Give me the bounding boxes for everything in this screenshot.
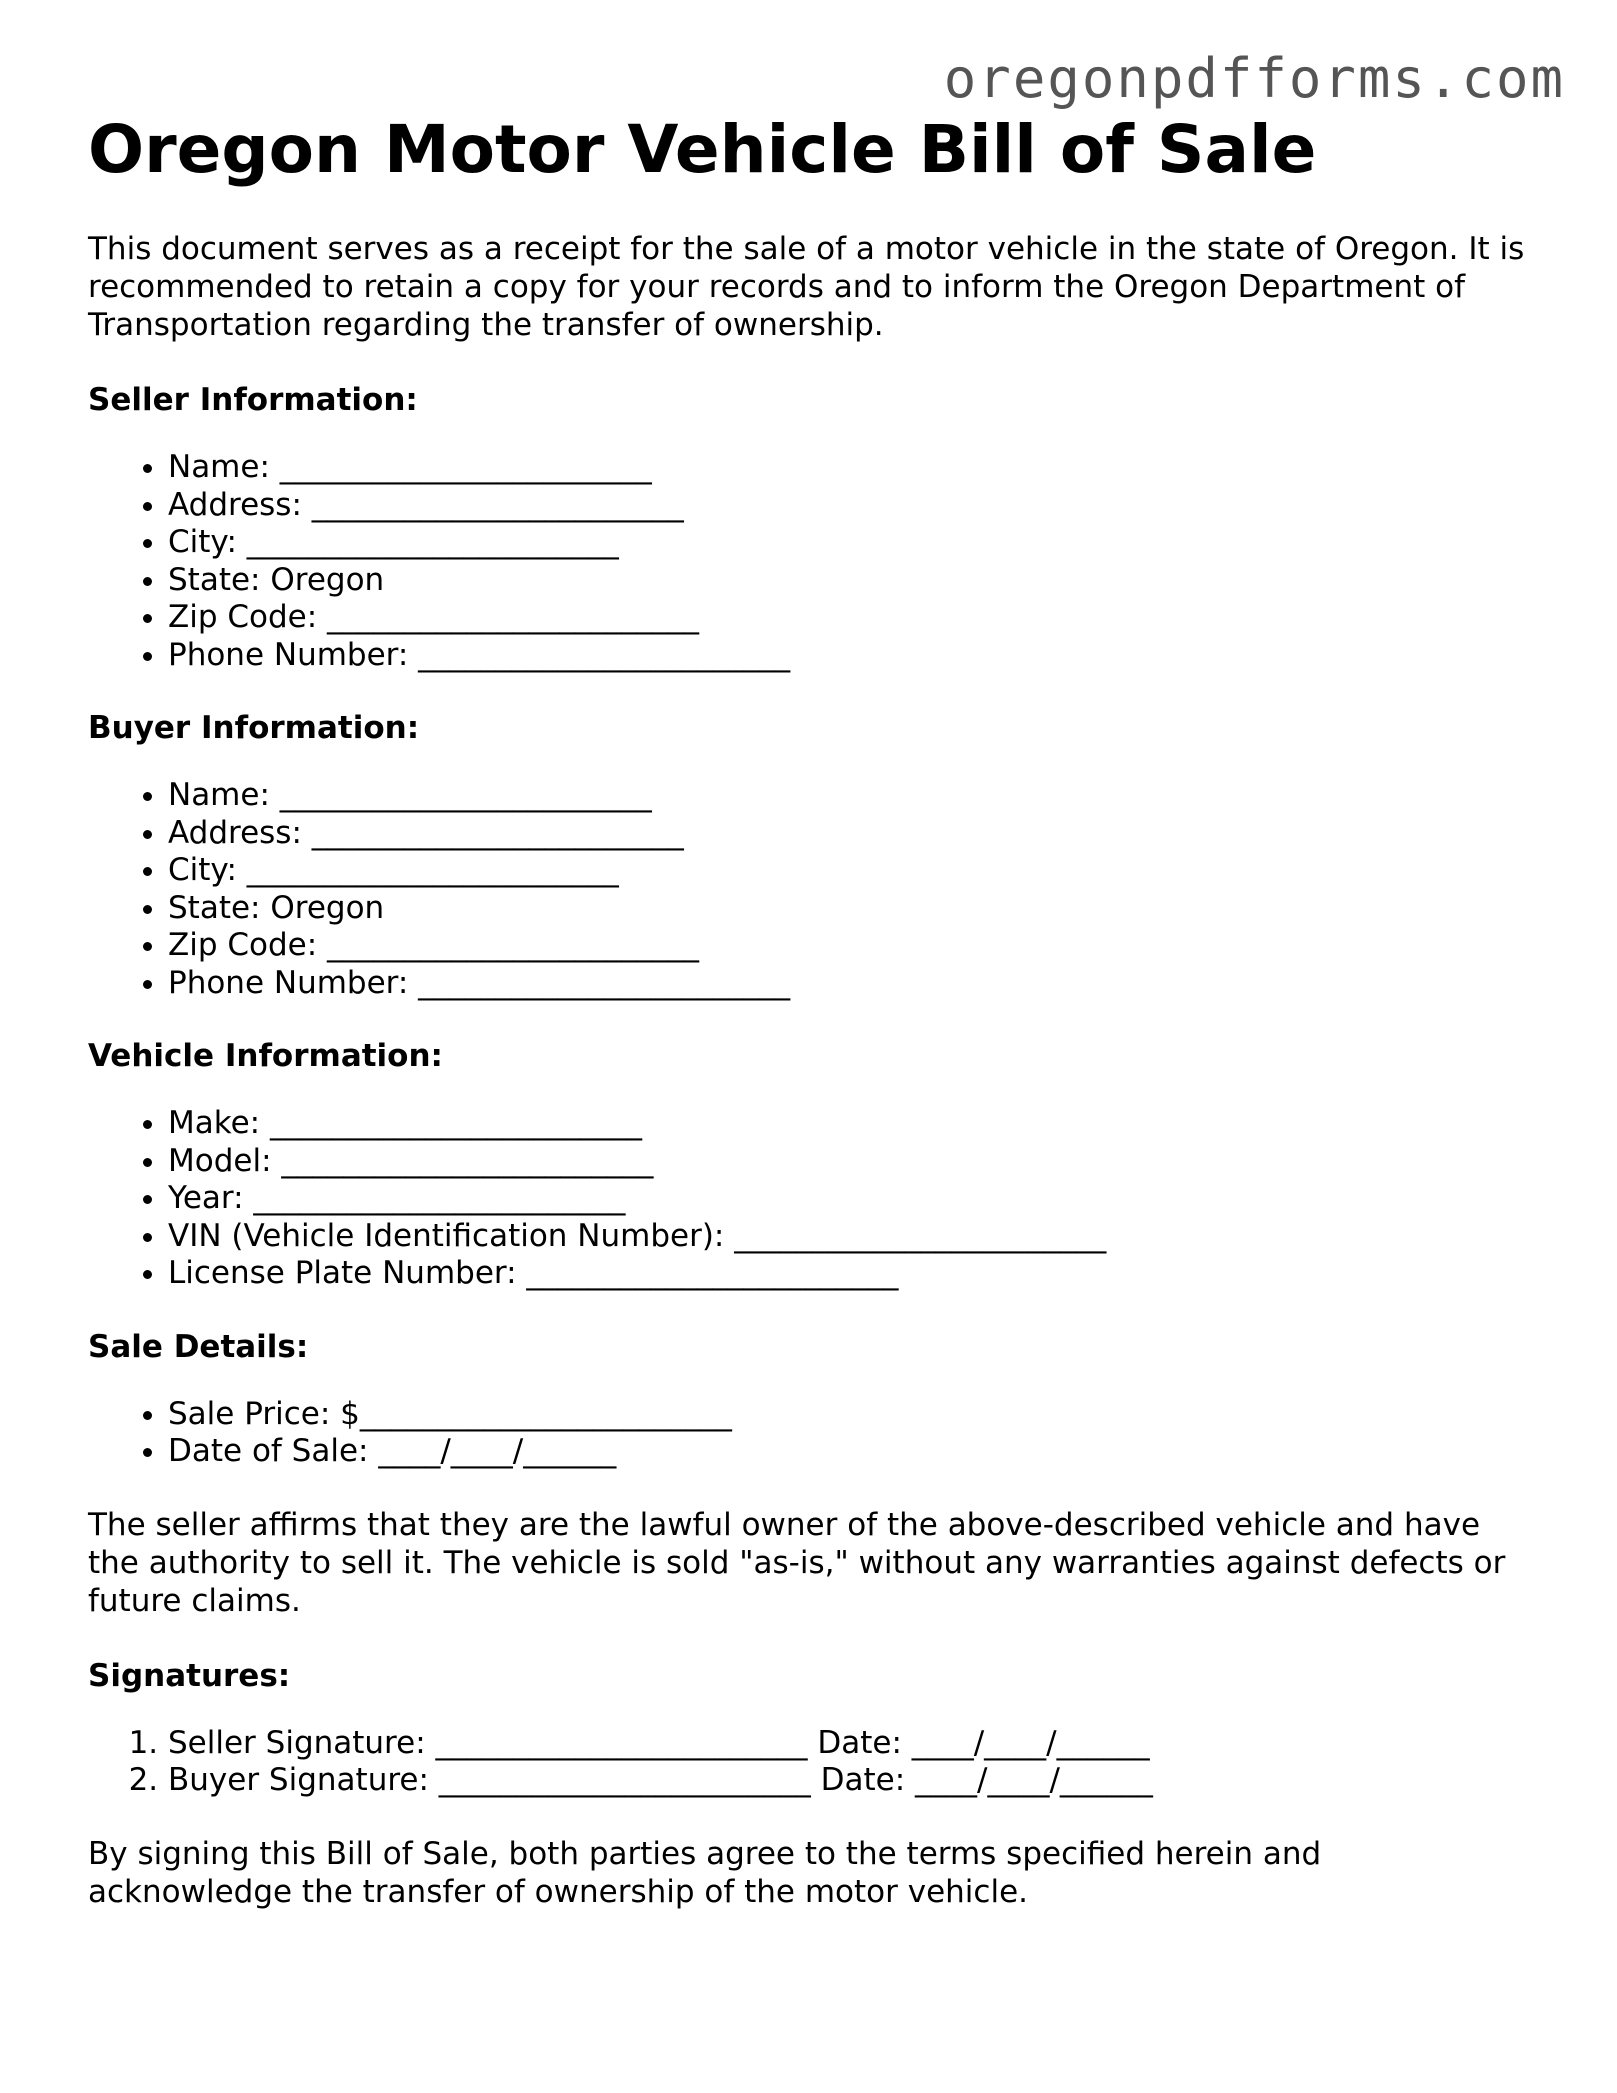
vehicle-list (88, 1105, 1528, 1293)
sale-heading: Sale Details: (88, 1328, 309, 1365)
seller-signature-field[interactable]: 1. Seller Signature: ________________________ Date: ____/____/______ (168, 1725, 1528, 1763)
signatures-heading: Signatures: (88, 1657, 291, 1694)
vehicle-plate-field[interactable]: • License Plate Number: ________________________ (168, 1255, 1528, 1293)
seller-city-field[interactable]: • City: ________________________ (168, 524, 1528, 562)
buyer-name-field[interactable]: • Name: ________________________ (168, 777, 1528, 815)
vehicle-vin-field[interactable]: • VIN (Vehicle Identification Number): ________________________ (168, 1218, 1528, 1256)
seller-heading: Seller Information: (88, 382, 418, 418)
signatures-list (88, 1725, 1528, 1800)
buyer-phone-field[interactable]: • Phone Number: ________________________ (168, 965, 1528, 1003)
document-page (88, 108, 1528, 1948)
vehicle-heading: Vehicle Information: (88, 1038, 443, 1074)
vehicle-model-field[interactable]: • Model: ________________________ (168, 1143, 1528, 1181)
buyer-heading: Buyer Information: (88, 710, 420, 746)
intro-paragraph: This document serves as a receipt for the sale of a motor vehicle in the state of Oregon. It is recommended to retain a copy for your records and to inform the Oregon Department of Transportation regarding the transfer of ownership. (88, 231, 1525, 343)
vehicle-year-field[interactable]: • Year: ________________________ (168, 1180, 1528, 1218)
seller-phone-field[interactable]: • Phone Number: ________________________ (168, 637, 1528, 675)
affirmation-paragraph: The seller affirms that they are the lawful owner of the above-described vehicle and have the authority to sell it. The vehicle is sold "as-is," without any warranties against defects or future claims. (88, 1506, 1506, 1619)
closing-paragraph: By signing this Bill of Sale, both parties agree to the terms specified herein and acknowledge the transfer of ownership of the motor vehicle. (88, 1835, 1322, 1910)
sale-list (88, 1396, 1528, 1471)
seller-list (88, 449, 1528, 674)
sale-price-field[interactable]: • Sale Price: $________________________ (168, 1396, 1528, 1434)
watermark: oregonpdfforms.com (943, 47, 1565, 110)
buyer-zip-field[interactable]: • Zip Code: ________________________ (168, 927, 1528, 965)
vehicle-make-field[interactable]: • Make: ________________________ (168, 1105, 1528, 1143)
sale-date-field[interactable]: • Date of Sale: ____/____/______ (168, 1433, 1528, 1471)
seller-zip-field[interactable]: • Zip Code: ________________________ (168, 599, 1528, 637)
seller-state-field: • State: Oregon (168, 562, 1528, 600)
seller-name-field[interactable]: • Name: ________________________ (168, 449, 1528, 487)
buyer-signature-field[interactable]: 2. Buyer Signature: ________________________ Date: ____/____/______ (168, 1762, 1528, 1800)
buyer-state-field: • State: Oregon (168, 890, 1528, 928)
seller-address-field[interactable]: • Address: ________________________ (168, 487, 1528, 525)
buyer-address-field[interactable]: • Address: ________________________ (168, 815, 1528, 853)
page-title: Oregon Motor Vehicle Bill of Sale (88, 111, 1317, 188)
buyer-city-field[interactable]: • City: ________________________ (168, 852, 1528, 890)
buyer-list (88, 777, 1528, 1002)
